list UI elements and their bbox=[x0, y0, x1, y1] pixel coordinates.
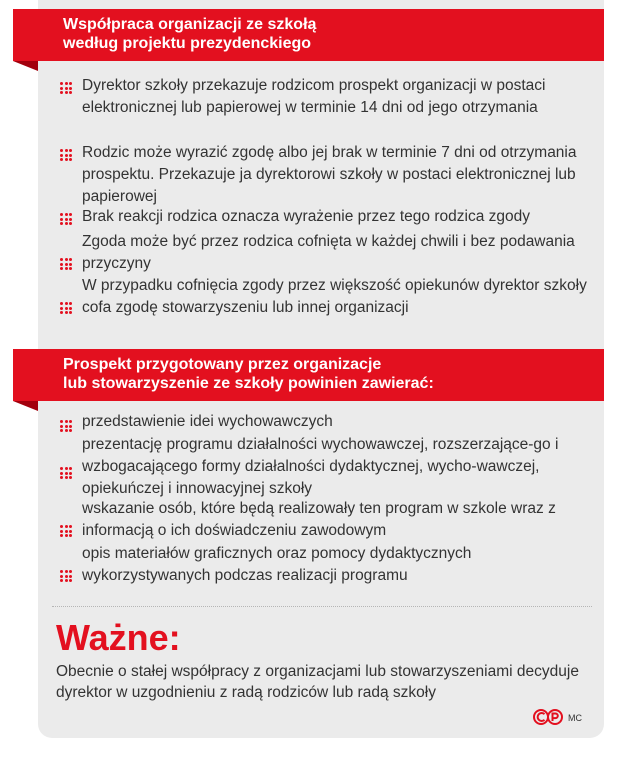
dotted-divider bbox=[52, 606, 592, 607]
section2-item: wskazanie osób, które będą realizowały ten program w szkole wraz z informacją o ich doświadczeniu zawodowym bbox=[82, 500, 556, 539]
section1-item: Zgoda może być przez rodzica cofnięta w każdej chwili i bez podawania przyczyny bbox=[82, 233, 575, 272]
section2-item: prezentację programu działalności wychowawczej, rozszerzające-go i wzbogacającego formy działalności dydaktycznej, wycho-wawczej, opiekuńczej i innowacyjnej szkoły bbox=[82, 436, 559, 497]
section2-title-line2: lub stowarzyszenie ze szkoły powinien zawierać: bbox=[63, 375, 434, 392]
section1-title-line1: Współpraca organizacji ze szkołą bbox=[63, 16, 317, 33]
bullet-dots-icon bbox=[60, 82, 72, 94]
section1-item: Dyrektor szkoły przekazuje rodzicom prospekt organizacji w postaci elektronicznej lub papierowej w terminie 14 dni od jego otrzymania bbox=[82, 77, 546, 116]
section1-item: Rodzic może wyrazić zgodę albo jej brak w terminie 7 dni od otrzymania prospektu. Przekazuje ja dyrektorowi szkoły w postaci elektronicznej lub papierowej bbox=[82, 144, 577, 205]
banner-fold-decoration bbox=[13, 61, 38, 71]
section1-title-line2: według projektu prezydenckiego bbox=[63, 35, 312, 52]
section2-banner bbox=[13, 349, 604, 401]
important-text: Obecnie o stałej współpracy z organizacjami lub stowarzyszeniami decyduje dyrektor w uzgodnieniu z radą rodziców lub radą szkoły bbox=[56, 663, 579, 701]
publisher-logo-icon bbox=[533, 709, 563, 725]
bullet-dots-icon bbox=[60, 525, 72, 537]
bullet-dots-icon bbox=[60, 420, 72, 432]
section2-item: opis materiałów graficznych oraz pomocy dydaktycznych wykorzystywanych podczas realizacji programu bbox=[82, 545, 472, 584]
section1-item: Brak reakcji rodzica oznacza wyrażenie przez tego rodzica zgody bbox=[82, 208, 530, 225]
section2-title-line1: Prospekt przygotowany przez organizacje bbox=[63, 356, 382, 373]
bullet-dots-icon bbox=[60, 302, 72, 314]
bullet-dots-icon bbox=[60, 258, 72, 270]
section1-item: W przypadku cofnięcia zgody przez większość opiekunów dyrektor szkoły cofa zgodę stowarzyszeniu lub innej organizacji bbox=[82, 277, 587, 316]
author-credit: MC bbox=[568, 713, 582, 723]
bullet-dots-icon bbox=[60, 570, 72, 582]
section2-item: przedstawienie idei wychowawczych bbox=[82, 413, 333, 430]
bullet-dots-icon bbox=[60, 467, 72, 479]
banner-fold-decoration bbox=[13, 401, 38, 411]
bullet-dots-icon bbox=[60, 213, 72, 225]
important-heading: Ważne: bbox=[56, 617, 181, 658]
section1-banner bbox=[13, 9, 604, 61]
bullet-dots-icon bbox=[60, 149, 72, 161]
